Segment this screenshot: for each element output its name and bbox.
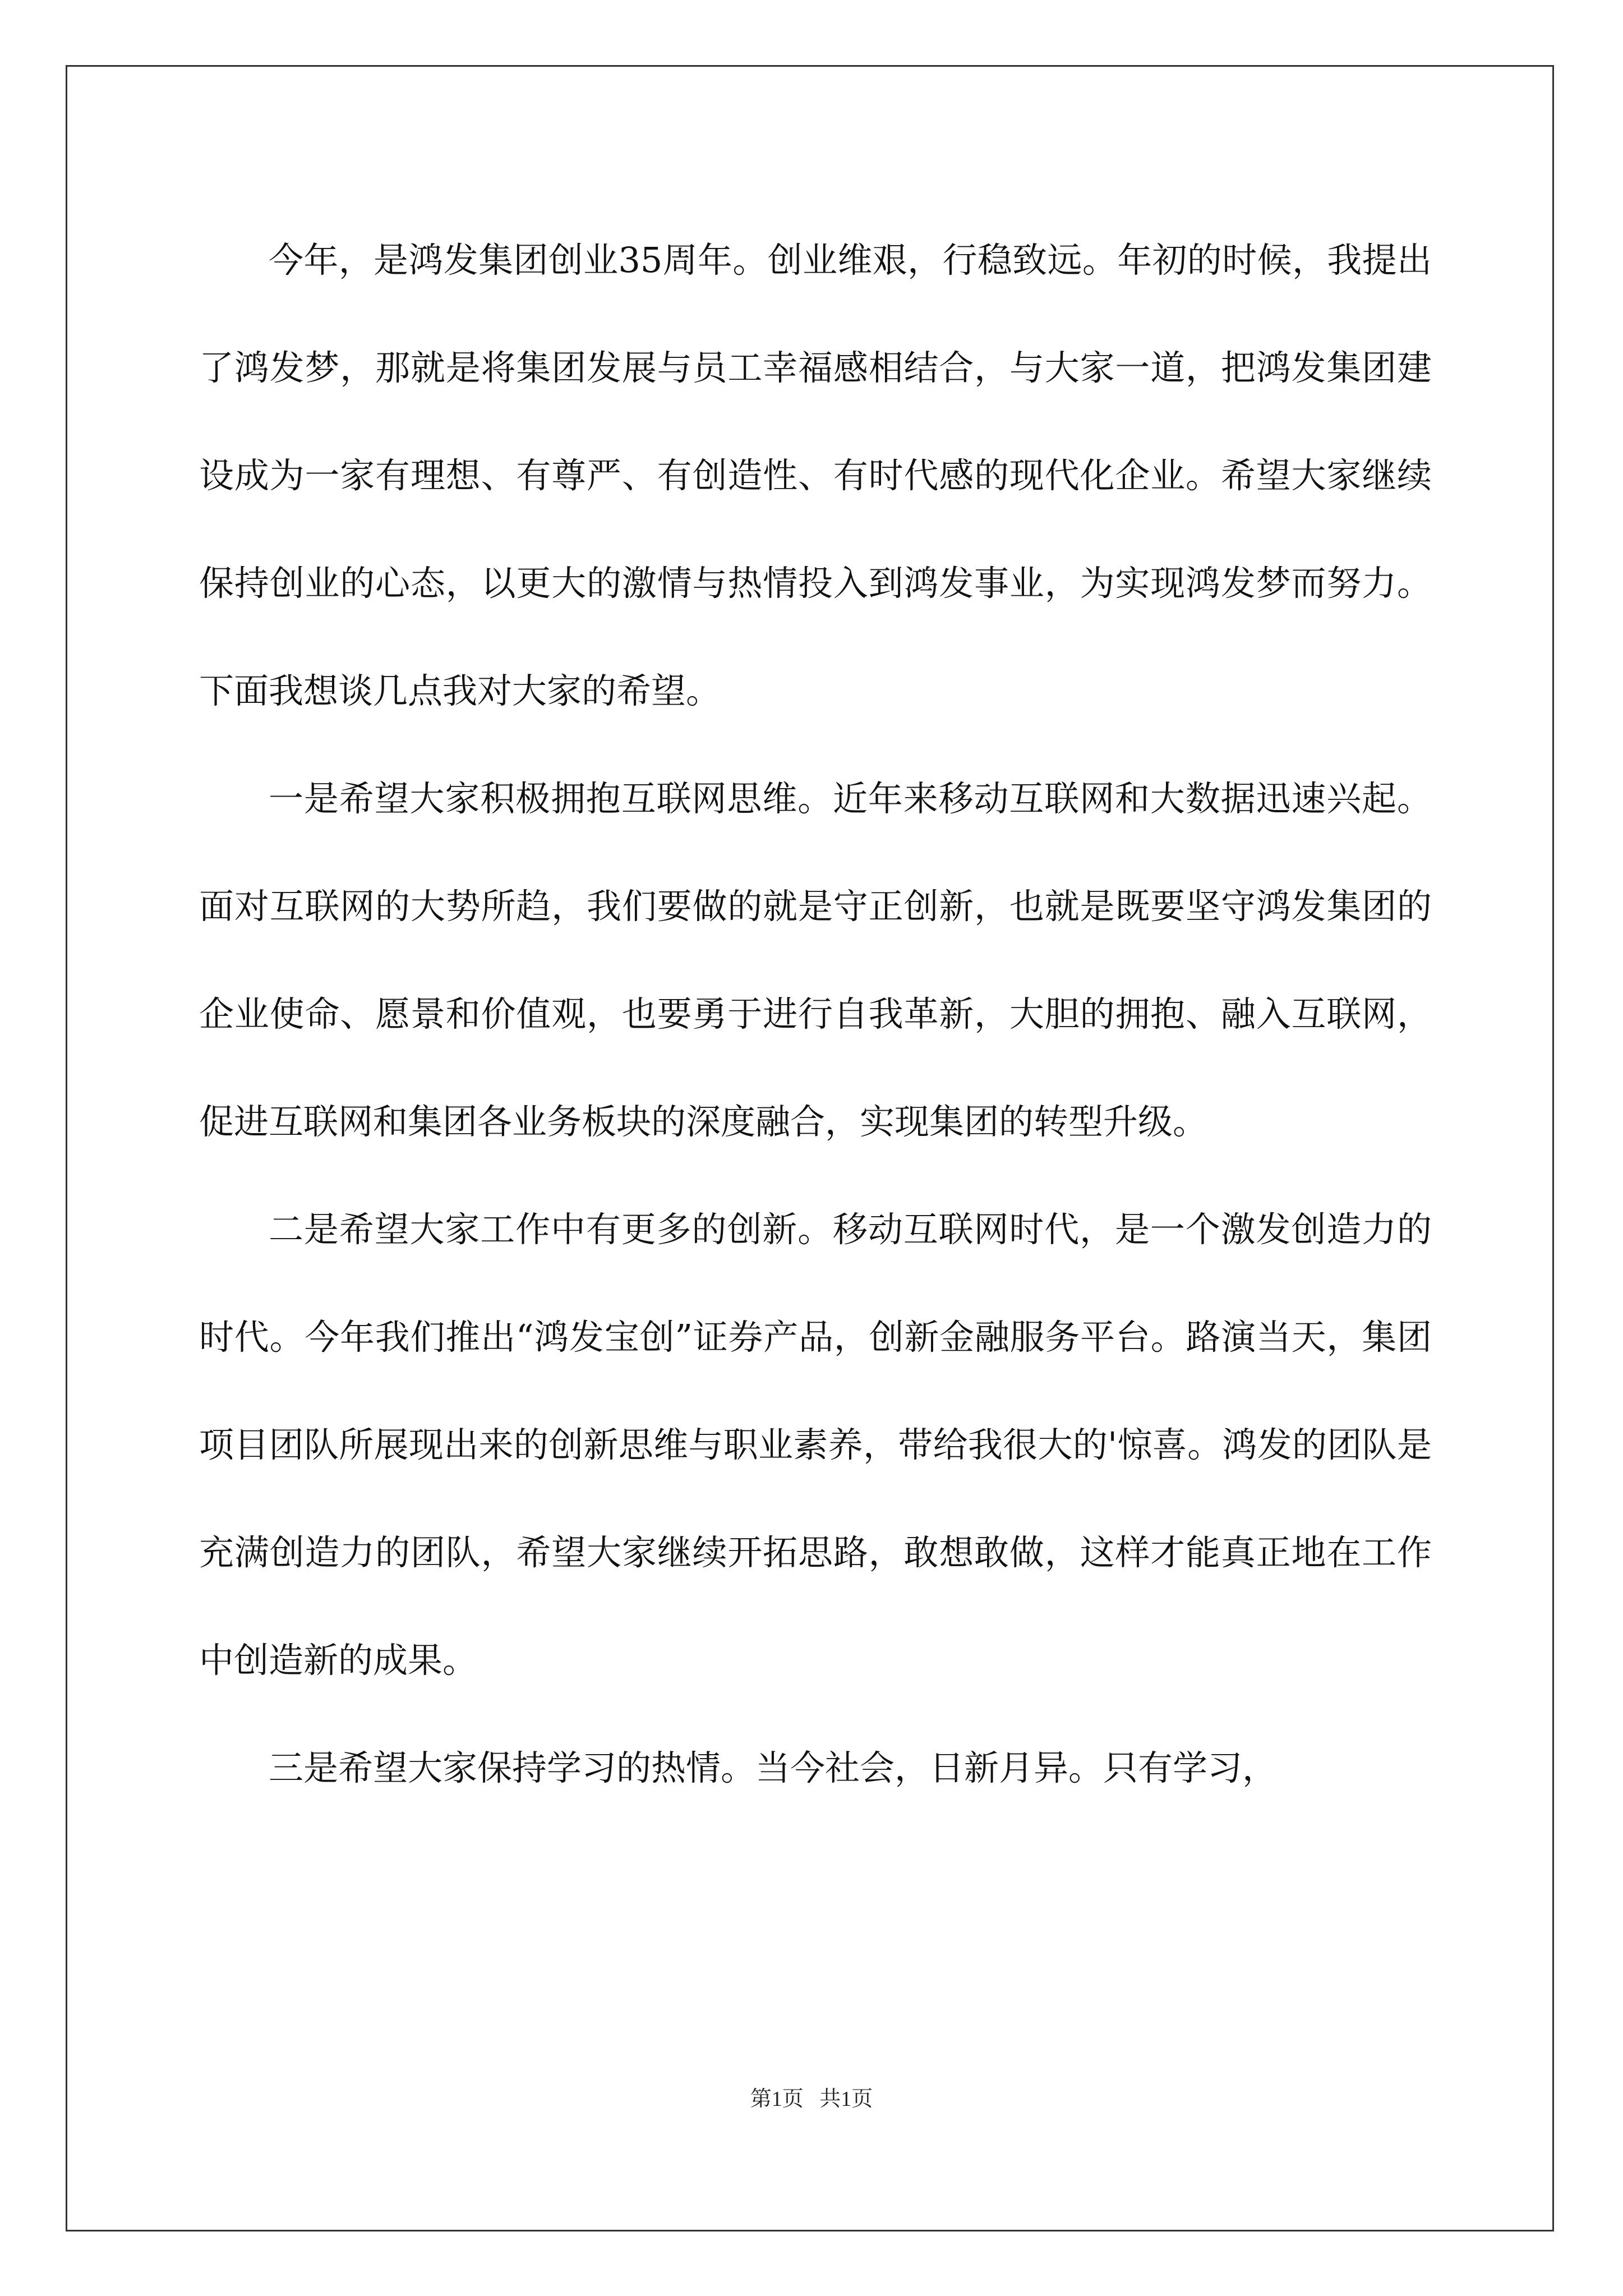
paragraph-internet-thinking: 一是希望大家积极拥抱互联网思维。近年来移动互联网和大数据迅速兴起。面对互联网的大势所趋，我们要做的就是守正创新，也就是既要坚守鸿发集团的企业使命、愿景和价值观，也要勇于进行自我革新，大胆的拥抱、融入互联网，促进互联网和集团各业务板块的深度融合，实现集团的转型升级。 bbox=[199, 778, 1432, 1142]
paragraph-intro: 今年，是鸿发集团创业35周年。创业维艰，行稳致远。年初的时候，我提出了鸿发梦，那就是将集团发展与员工幸福感相结合，与大家一道，把鸿发集团建设成为一家有理想、有尊严、有创造性、有时代感的现代化企业。希望大家继续保持创业的心态，以更大的激情与热情投入到鸿发事业，为实现鸿发梦而努力。下面我想谈几点我对大家的希望。 bbox=[199, 240, 1432, 711]
paragraph-innovation: 二是希望大家工作中有更多的创新。移动互联网时代，是一个激发创造力的时代。今年我们推出“鸿发宝创”证券产品，创新金融服务平台。路演当天，集团项目团队所展现出来的创新思维与职业素养，带给我很大的'惊喜。鸿发的团队是充满创造力的团队，希望大家继续开拓思路，敢想敢做，这样才能真正地在工作中创造新的成果。 bbox=[199, 1209, 1432, 1681]
document-body bbox=[199, 206, 1432, 1822]
page-number-footer: 第1页 共1页 bbox=[750, 2087, 873, 2111]
paragraph-learning: 三是希望大家保持学习的热情。当今社会，日新月异。只有学习， bbox=[269, 1747, 1278, 1788]
